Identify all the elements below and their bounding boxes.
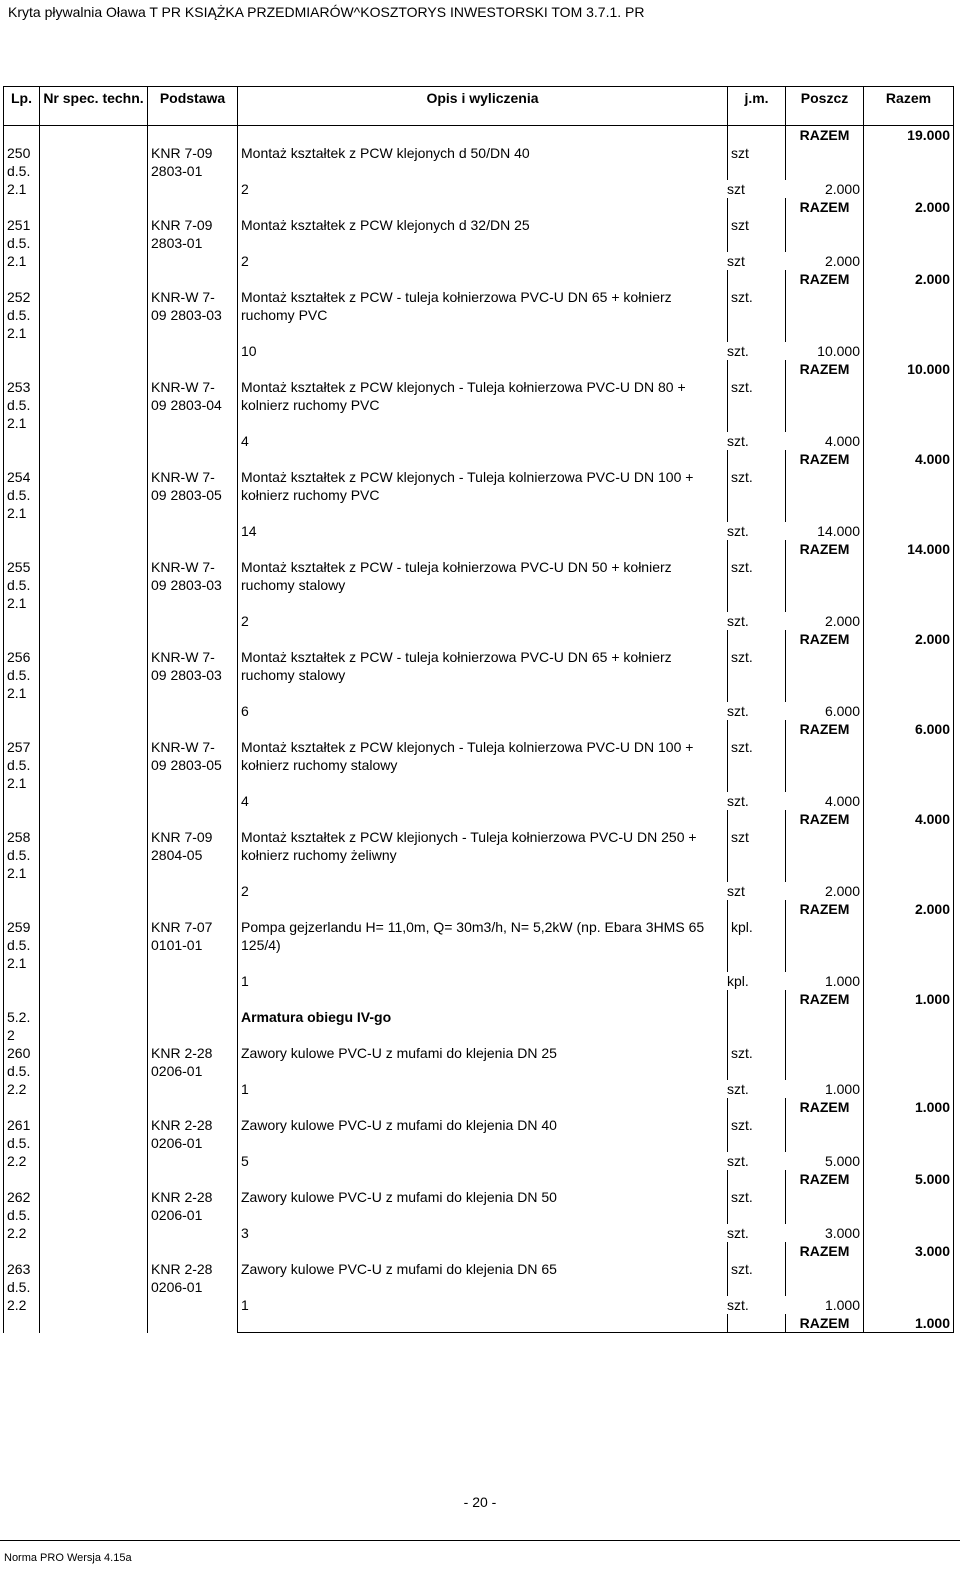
spec-number — [40, 828, 148, 918]
calculation — [238, 342, 864, 360]
table-row — [4, 1044, 954, 1080]
spec-number — [40, 738, 148, 828]
unit: szt. — [728, 288, 786, 342]
quantity-expression: 4 — [241, 433, 249, 449]
razem-label: RAZEM — [786, 198, 864, 216]
quantity-expression: 3 — [241, 1225, 249, 1241]
partial-value: 4.000 — [824, 793, 860, 809]
basis-code: KNR-W 7- 09 2803-03 — [148, 558, 238, 648]
spec-number — [40, 1116, 148, 1188]
partial-value: 1.000 — [824, 1297, 860, 1313]
razem-label: RAZEM — [786, 810, 864, 828]
position-number: 252 d.5. 2.1 — [4, 288, 40, 378]
razem-value: 4.000 — [864, 810, 954, 828]
spec-number — [40, 216, 148, 288]
calculation — [238, 882, 864, 900]
page-number: - 20 - — [463, 1494, 497, 1510]
calc-unit: szt. — [727, 1081, 749, 1097]
razem-value: 1.000 — [864, 1098, 954, 1116]
partial-value: 14.000 — [817, 523, 860, 539]
calculation — [238, 792, 864, 810]
calc-unit: szt. — [727, 343, 749, 359]
unit: szt. — [728, 648, 786, 702]
table-row — [4, 1260, 954, 1296]
unit: szt — [728, 144, 786, 180]
razem-value: 2.000 — [864, 270, 954, 288]
basis-code: KNR 7-09 2803-01 — [148, 144, 238, 216]
razem-label: RAZEM — [786, 450, 864, 468]
calculation — [238, 252, 864, 270]
footer-divider — [0, 1540, 960, 1541]
table-row — [4, 558, 954, 612]
calculation — [238, 522, 864, 540]
basis-code: KNR 2-28 0206-01 — [148, 1188, 238, 1260]
col-header-podstawa: Podstawa — [148, 87, 238, 126]
table-body — [4, 126, 954, 1333]
quantity-expression: 1 — [241, 1081, 249, 1097]
basis-code: KNR-W 7- 09 2803-03 — [148, 648, 238, 738]
description: Montaż kształtek z PCW klejionych - Tuleja kołnierzowa PVC-U DN 250 + kołnierz ruchomy żeliwny — [238, 828, 728, 882]
table-row — [4, 648, 954, 702]
quantity-expression: 1 — [241, 973, 249, 989]
calc-unit: szt. — [727, 703, 749, 719]
table-row — [4, 144, 954, 180]
calc-unit: szt. — [727, 793, 749, 809]
description: Montaż kształtek z PCW - tuleja kołnierzowa PVC-U DN 65 + kołnierz ruchomy PVC — [238, 288, 728, 342]
partial-value: 2.000 — [824, 253, 860, 269]
table-row — [4, 288, 954, 342]
position-number: 257 d.5. 2.1 — [4, 738, 40, 828]
spec-number — [40, 918, 148, 1008]
position-number: 251 d.5. 2.1 — [4, 216, 40, 288]
basis-code: KNR 7-09 2803-01 — [148, 216, 238, 288]
quantity-expression: 5 — [241, 1153, 249, 1169]
table-row — [4, 378, 954, 432]
calculation — [238, 612, 864, 630]
section-number: 5.2. 2 — [4, 1008, 40, 1044]
partial-value: 5.000 — [824, 1153, 860, 1169]
partial-value: 2.000 — [824, 181, 860, 197]
spec-number — [40, 144, 148, 216]
razem-label: RAZEM — [786, 1242, 864, 1260]
razem-label: RAZEM — [786, 1314, 864, 1333]
unit: szt — [728, 828, 786, 882]
quantity-expression: 2 — [241, 613, 249, 629]
calculation — [238, 1080, 864, 1098]
calc-unit: szt — [727, 253, 745, 269]
razem-label: RAZEM — [786, 126, 864, 145]
top-razem-row — [4, 126, 954, 145]
description: Montaż kształtek z PCW klejonych d 32/DN 25 — [238, 216, 728, 252]
calculation — [238, 702, 864, 720]
calc-unit: szt — [727, 181, 745, 197]
unit: szt — [728, 216, 786, 252]
position-number: 256 d.5. 2.1 — [4, 648, 40, 738]
partial-value: 2.000 — [824, 883, 860, 899]
unit: szt. — [728, 1116, 786, 1152]
unit: kpl. — [728, 918, 786, 972]
position-number: 258 d.5. 2.1 — [4, 828, 40, 918]
table-row — [4, 468, 954, 522]
position-number: 254 d.5. 2.1 — [4, 468, 40, 558]
razem-value: 2.000 — [864, 198, 954, 216]
razem-label: RAZEM — [786, 270, 864, 288]
calculation — [238, 180, 864, 198]
basis-code: KNR 2-28 0206-01 — [148, 1044, 238, 1116]
partial-value: 2.000 — [824, 613, 860, 629]
razem-label: RAZEM — [786, 1170, 864, 1188]
position-number: 261 d.5. 2.2 — [4, 1116, 40, 1188]
position-number: 250 d.5. 2.1 — [4, 144, 40, 216]
quantity-expression: 2 — [241, 883, 249, 899]
unit: szt. — [728, 468, 786, 522]
calculation — [238, 432, 864, 450]
partial-value: 1.000 — [824, 973, 860, 989]
razem-label: RAZEM — [786, 990, 864, 1008]
unit: szt. — [728, 1188, 786, 1224]
unit: szt. — [728, 1044, 786, 1080]
table-row — [4, 1116, 954, 1152]
razem-value: 19.000 — [864, 126, 954, 145]
unit: szt. — [728, 378, 786, 432]
razem-value: 1.000 — [864, 990, 954, 1008]
description: Pompa gejzerlandu H= 11,0m, Q= 30m3/h, N= 5,2kW (np. Ebara 3HMS 65 125/4) — [238, 918, 728, 972]
table-header-row — [4, 87, 954, 126]
calculation — [238, 972, 864, 990]
section-row — [4, 1008, 954, 1044]
spec-number — [40, 1044, 148, 1116]
description: Zawory kulowe PVC-U z mufami do klejenia DN 40 — [238, 1116, 728, 1152]
description: Zawory kulowe PVC-U z mufami do klejenia DN 65 — [238, 1260, 728, 1296]
razem-value: 5.000 — [864, 1170, 954, 1188]
basis-code: KNR 2-28 0206-01 — [148, 1260, 238, 1333]
col-header-razem: Razem — [864, 87, 954, 126]
spec-number — [40, 378, 148, 468]
document-header: Kryta pływalnia Oława T PR KSIĄŻKA PRZEDMIARÓW^KOSZTORYS INWESTORSKI TOM 3.7.1. PR — [8, 4, 645, 20]
calc-unit: szt. — [727, 523, 749, 539]
basis-code: KNR 2-28 0206-01 — [148, 1116, 238, 1188]
basis-code: KNR 7-09 2804-05 — [148, 828, 238, 918]
spec-number — [40, 558, 148, 648]
spec-number — [40, 1188, 148, 1260]
calc-unit: szt. — [727, 1297, 749, 1313]
calc-unit: szt — [727, 883, 745, 899]
unit: szt. — [728, 558, 786, 612]
description: Montaż kształtek z PCW - tuleja kołnierzowa PVC-U DN 65 + kołnierz ruchomy stalowy — [238, 648, 728, 702]
calc-unit: szt. — [727, 433, 749, 449]
table-row — [4, 738, 954, 792]
razem-value: 2.000 — [864, 900, 954, 918]
quantity-expression: 2 — [241, 181, 249, 197]
partial-value: 3.000 — [824, 1225, 860, 1241]
basis-code: KNR-W 7- 09 2803-04 — [148, 378, 238, 468]
quantity-expression: 2 — [241, 253, 249, 269]
table-row — [4, 828, 954, 882]
partial-value: 1.000 — [824, 1081, 860, 1097]
partial-value: 10.000 — [817, 343, 860, 359]
razem-label: RAZEM — [786, 540, 864, 558]
partial-value: 4.000 — [824, 433, 860, 449]
razem-value: 2.000 — [864, 630, 954, 648]
quantity-expression: 10 — [241, 343, 257, 359]
col-header-opis: Opis i wyliczenia — [238, 87, 728, 126]
calc-unit: szt. — [727, 613, 749, 629]
position-number: 255 d.5. 2.1 — [4, 558, 40, 648]
basis-code: KNR-W 7- 09 2803-05 — [148, 738, 238, 828]
razem-label: RAZEM — [786, 1098, 864, 1116]
unit: szt. — [728, 1260, 786, 1296]
razem-value: 1.000 — [864, 1314, 954, 1333]
col-header-jm: j.m. — [728, 87, 786, 126]
razem-label: RAZEM — [786, 630, 864, 648]
spec-number — [40, 648, 148, 738]
calculation — [238, 1224, 864, 1242]
calculation — [238, 1152, 864, 1170]
description: Montaż kształtek z PCW klejonych - Tuleja kołnierzowa PVC-U DN 80 + kolnierz ruchomy PVC — [238, 378, 728, 432]
description: Montaż kształtek z PCW - tuleja kołnierzowa PVC-U DN 50 + kołnierz ruchomy stalowy — [238, 558, 728, 612]
spec-number — [40, 1260, 148, 1333]
position-number: 253 d.5. 2.1 — [4, 378, 40, 468]
spec-number — [40, 288, 148, 378]
position-number: 260 d.5. 2.2 — [4, 1044, 40, 1116]
razem-value: 10.000 — [864, 360, 954, 378]
table-row — [4, 1188, 954, 1224]
razem-value: 6.000 — [864, 720, 954, 738]
cost-estimate-table — [3, 86, 954, 1333]
quantity-expression: 6 — [241, 703, 249, 719]
partial-value: 6.000 — [824, 703, 860, 719]
table-row — [4, 216, 954, 252]
description: Montaż kształtek z PCW klejonych - Tuleja kolnierzowa PVC-U DN 100 + kołnierz ruchomy stalowy — [238, 738, 728, 792]
description: Zawory kulowe PVC-U z mufami do klejenia DN 25 — [238, 1044, 728, 1080]
spec-number — [40, 468, 148, 558]
razem-label: RAZEM — [786, 720, 864, 738]
description: Montaż kształtek z PCW klejonych d 50/DN 40 — [238, 144, 728, 180]
col-header-lp: Lp. — [4, 87, 40, 126]
calc-unit: szt. — [727, 1225, 749, 1241]
razem-label: RAZEM — [786, 360, 864, 378]
program-version: Norma PRO Wersja 4.15a — [4, 1552, 132, 1564]
basis-code: KNR-W 7- 09 2803-05 — [148, 468, 238, 558]
col-header-nr-spec: Nr spec. techn. — [40, 87, 148, 126]
quantity-expression: 14 — [241, 523, 257, 539]
col-header-poszcz: Poszcz — [786, 87, 864, 126]
calc-unit: szt. — [727, 1153, 749, 1169]
quantity-expression: 4 — [241, 793, 249, 809]
razem-label: RAZEM — [786, 900, 864, 918]
razem-value: 14.000 — [864, 540, 954, 558]
unit: szt. — [728, 738, 786, 792]
calc-unit: kpl. — [727, 973, 749, 989]
quantity-expression: 1 — [241, 1297, 249, 1313]
table-row — [4, 918, 954, 972]
description: Montaż kształtek z PCW klejonych - Tuleja kolnierzowa PVC-U DN 100 + kołnierz ruchomy PVC — [238, 468, 728, 522]
basis-code: KNR-W 7- 09 2803-03 — [148, 288, 238, 378]
razem-value: 3.000 — [864, 1242, 954, 1260]
description: Zawory kulowe PVC-U z mufami do klejenia DN 50 — [238, 1188, 728, 1224]
section-title: Armatura obiegu IV-go — [238, 1008, 728, 1044]
razem-value: 4.000 — [864, 450, 954, 468]
position-number: 263 d.5. 2.2 — [4, 1260, 40, 1333]
position-number: 262 d.5. 2.2 — [4, 1188, 40, 1260]
basis-code: KNR 7-07 0101-01 — [148, 918, 238, 1008]
position-number: 259 d.5. 2.1 — [4, 918, 40, 1008]
calculation — [238, 1296, 864, 1314]
